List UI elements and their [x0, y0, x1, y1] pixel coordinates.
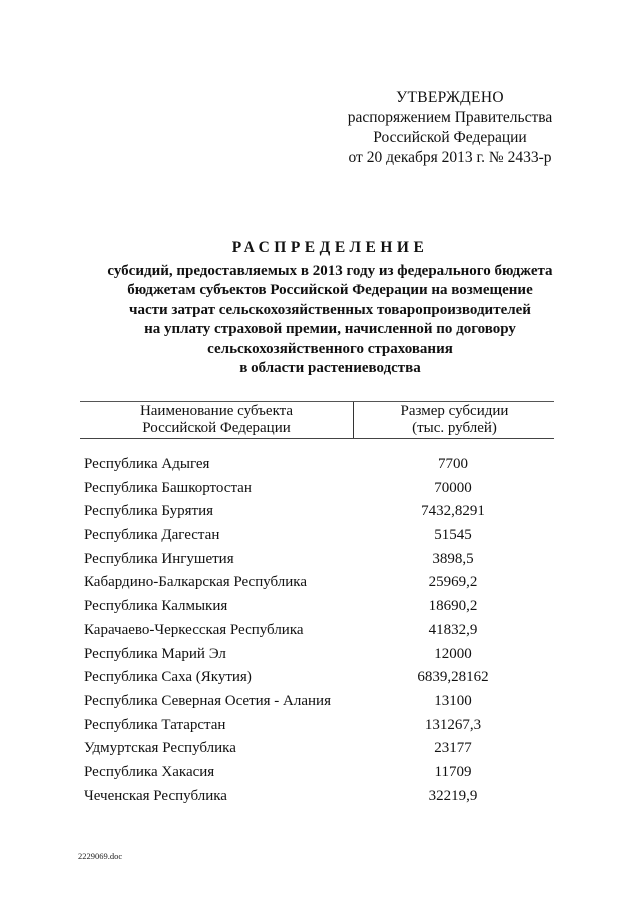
- table-row: [80, 572, 554, 596]
- region-name: Чеченская Республика: [84, 787, 227, 804]
- region-name: Республика Калмыкия: [84, 598, 228, 615]
- table-body: [80, 454, 554, 809]
- header-text: Размер субсидии: [400, 403, 509, 419]
- header-text: Российской Федерации: [142, 420, 291, 436]
- footer-filename: 2229069.doc: [78, 851, 123, 861]
- table-row: [80, 667, 554, 691]
- table-row: [80, 691, 554, 715]
- subsidy-value: 7700: [438, 456, 468, 472]
- approval-line-2: Российской Федерации: [373, 129, 527, 146]
- header-subsidy-amount: [355, 402, 554, 437]
- subtitle-line: в области растениеводства: [239, 360, 421, 376]
- region-name: Республика Бурятия: [84, 503, 214, 520]
- column-divider: [353, 402, 354, 438]
- table-row: [80, 762, 554, 786]
- header-text: Наименование субъекта: [139, 403, 294, 419]
- subsidy-value: 11709: [434, 763, 472, 780]
- region-name: Республика Хакасия: [84, 763, 215, 780]
- subsidy-table: [80, 401, 554, 804]
- subsidy-value: 41832,9: [428, 621, 478, 638]
- table-row: [80, 738, 554, 762]
- header-region-name: [80, 402, 353, 437]
- region-name: Республика Северная Осетия - Алания: [84, 692, 331, 709]
- subtitle-line: бюджетам субъектов Российской Федерации на возмещение: [127, 282, 533, 298]
- table-row: [80, 454, 554, 478]
- table-row: [80, 596, 554, 620]
- subsidy-value: 23177: [434, 740, 472, 757]
- region-name: Республика Башкортостан: [84, 479, 252, 496]
- subtitle-line: субсидий, предоставляемых в 2013 году из федерального бюджета: [107, 262, 553, 279]
- table-row: [80, 715, 554, 739]
- region-name: Карачаево-Черкесская Республика: [84, 621, 304, 638]
- document-title: [60, 238, 600, 379]
- subsidy-value: 70000: [434, 479, 472, 496]
- subtitle-line: на уплату страховой премии, начисленной по договору: [144, 321, 516, 337]
- subsidy-value: 32219,9: [428, 787, 478, 804]
- region-name: Республика Саха (Якутия): [84, 669, 252, 686]
- subtitle-line: части затрат сельскохозяйственных товаропроизводителей: [129, 301, 531, 318]
- table-row: [80, 525, 554, 549]
- subsidy-value: 3898,5: [432, 550, 474, 567]
- subsidy-value: 131267,3: [424, 716, 482, 733]
- approval-line-3: от 20 декабря 2013 г. № 2433-р: [348, 149, 552, 166]
- region-name: Республика Марий Эл: [84, 645, 226, 662]
- region-name: Республика Татарстан: [84, 716, 226, 733]
- table-row: [80, 620, 554, 644]
- header-text: (тыс. рублей): [412, 420, 497, 436]
- subtitle-line: сельскохозяйственного страхования: [207, 340, 453, 357]
- subsidy-value: 6839,28162: [417, 669, 489, 686]
- region-name: Удмуртская Республика: [84, 740, 236, 757]
- region-name: Республика Дагестан: [84, 527, 220, 544]
- table-row: [80, 478, 554, 502]
- table-row: [80, 501, 554, 525]
- region-name: Республика Адыгея: [84, 456, 210, 472]
- subsidy-value: 25969,2: [428, 574, 478, 591]
- subsidy-value: 51545: [434, 527, 472, 544]
- table-row: [80, 644, 554, 668]
- table-header: [80, 401, 554, 439]
- main-title: РАСПРЕДЕЛЕНИЕ: [231, 239, 429, 256]
- table-row: [80, 786, 554, 810]
- region-name: Кабардино-Балкарская Республика: [84, 574, 308, 591]
- approval-stamp: УТВЕРЖДЕНО: [396, 89, 504, 106]
- approval-block: [320, 88, 580, 168]
- subsidy-value: 13100: [434, 692, 472, 709]
- table-row: [80, 549, 554, 573]
- subsidy-value: 18690,2: [428, 598, 478, 615]
- region-name: Республика Ингушетия: [84, 550, 234, 567]
- subsidy-value: 12000: [434, 645, 472, 662]
- approval-line-1: распоряжением Правительства: [347, 109, 553, 126]
- subsidy-value: 7432,8291: [421, 503, 485, 520]
